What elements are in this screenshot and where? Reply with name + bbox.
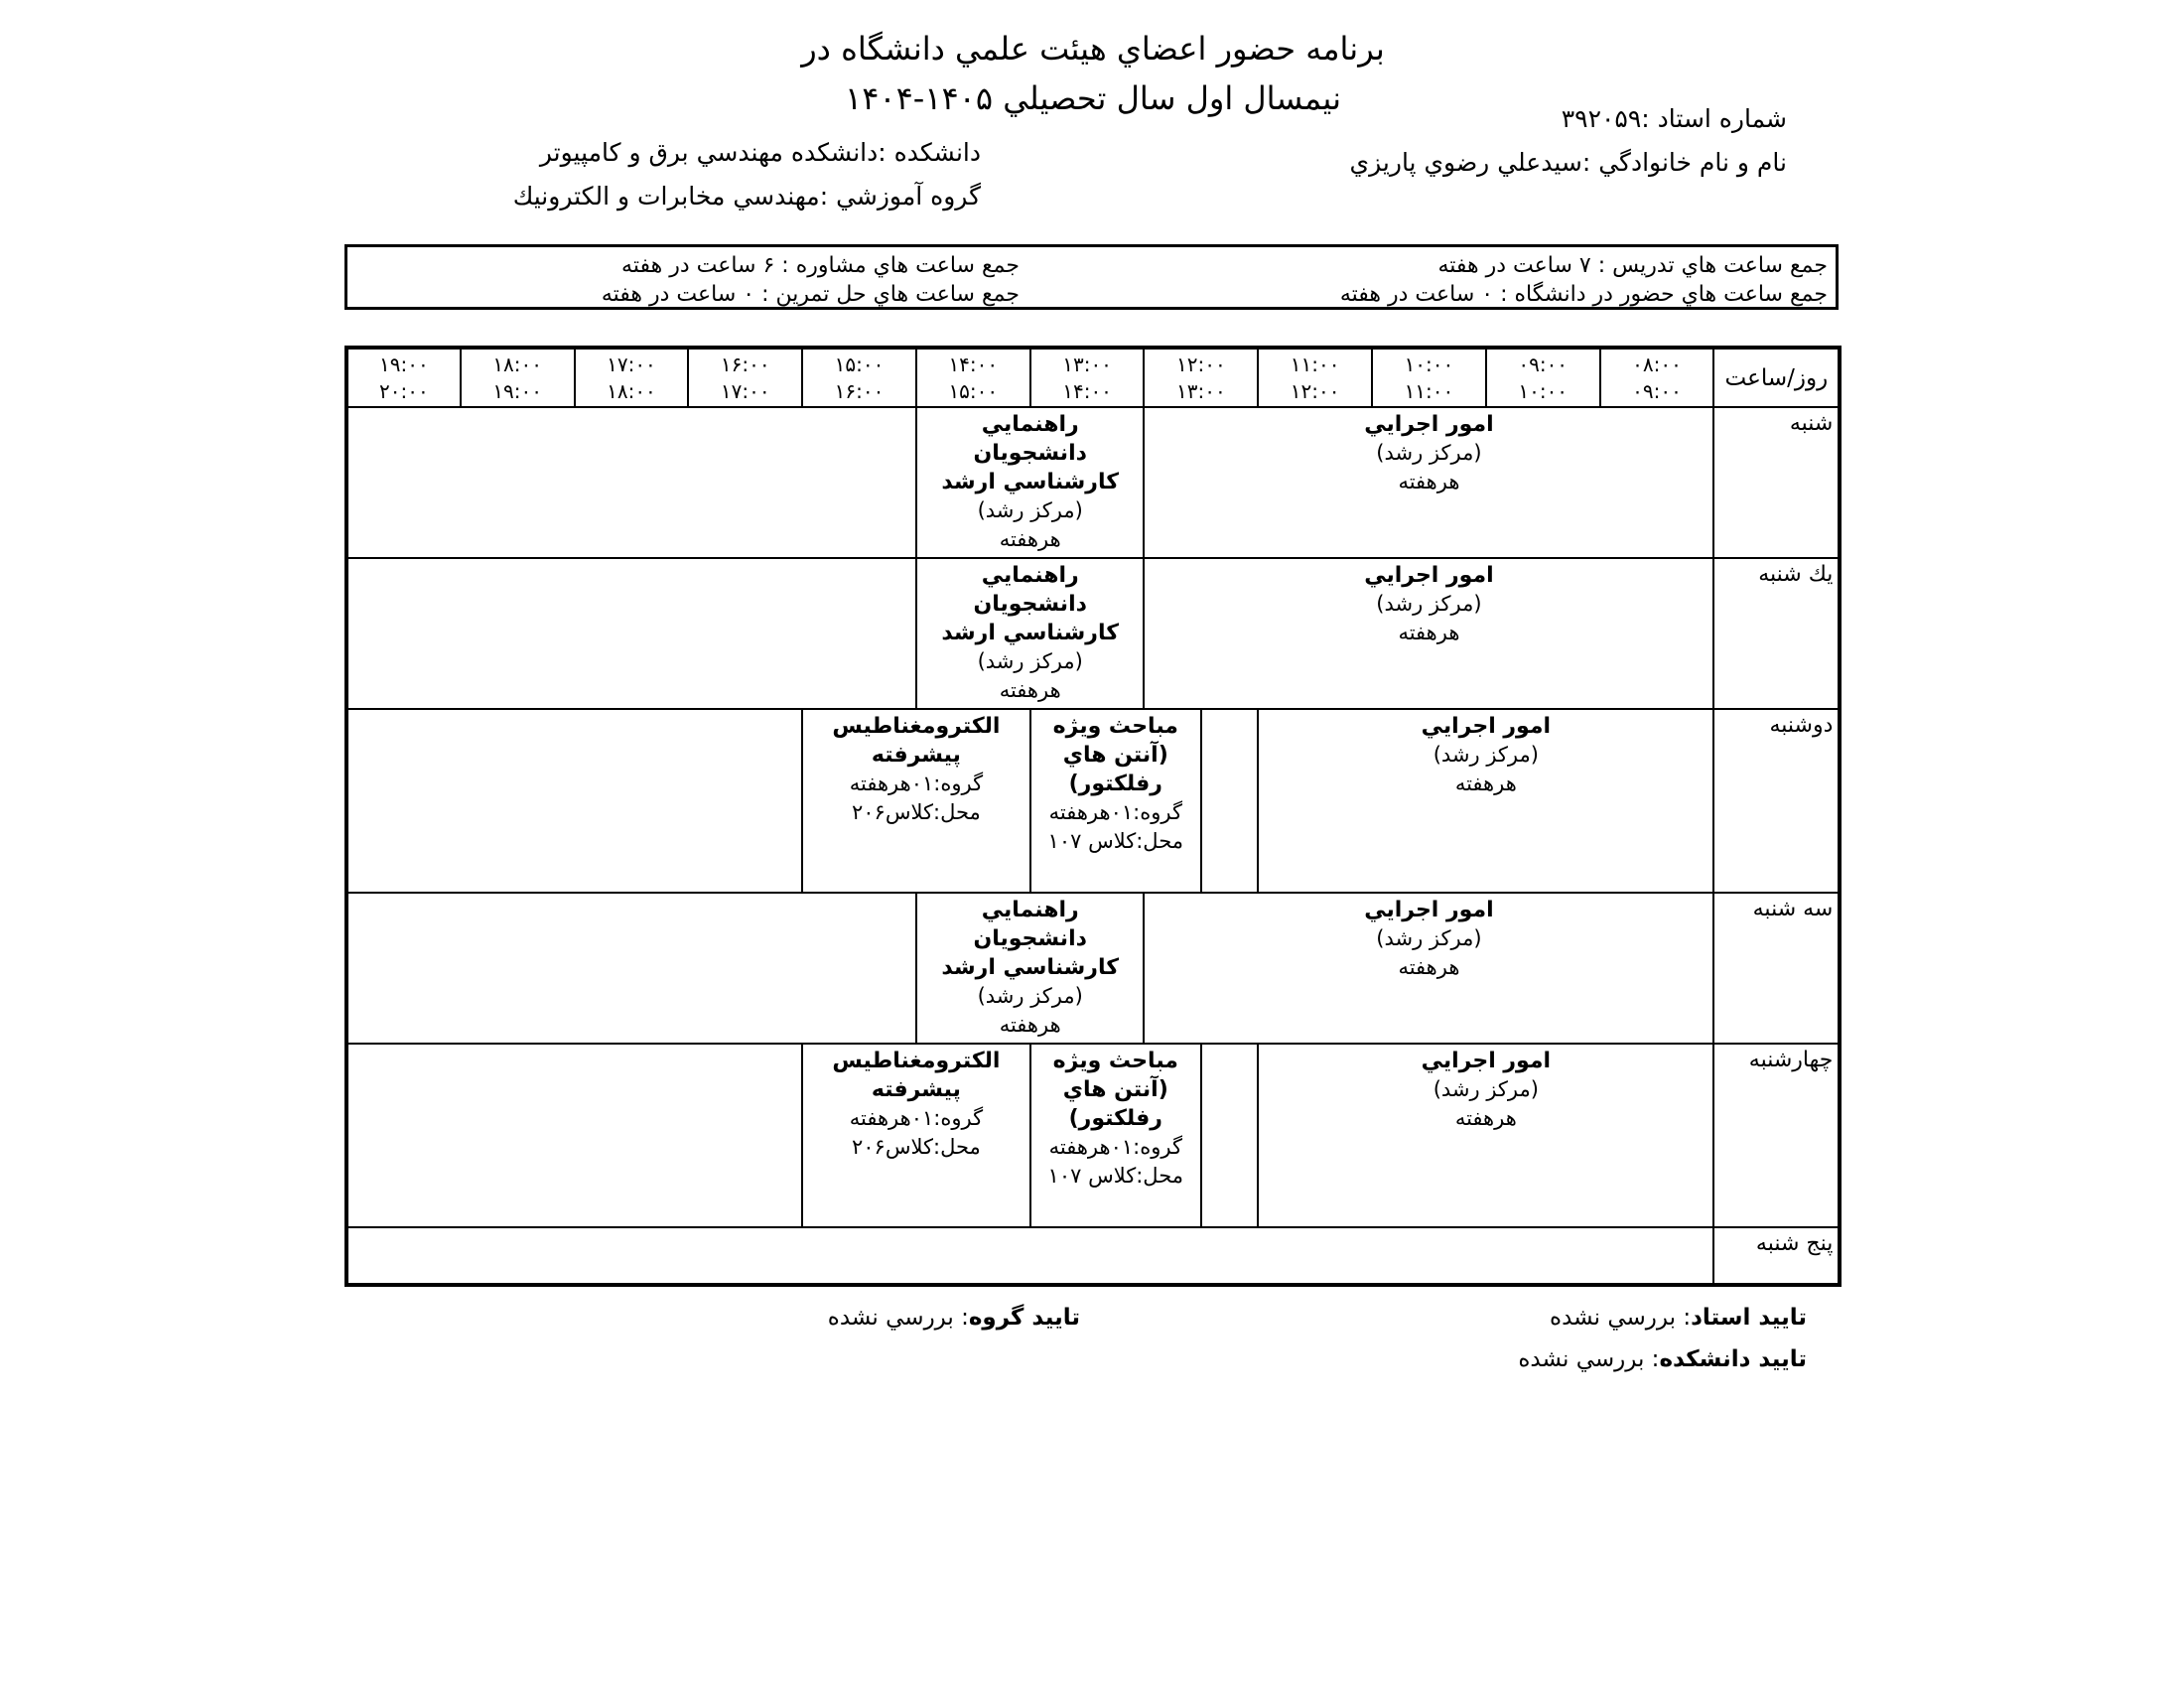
time-slot-header <box>346 348 461 407</box>
course-line: محل:كلاس۲۰۶ <box>852 800 981 824</box>
course-title: امور اجرايي <box>1421 1049 1552 1073</box>
day-label: چهارشنبه <box>1713 1044 1840 1227</box>
empty-cell <box>346 1227 1713 1285</box>
course-title: امور اجرايي <box>1364 898 1494 922</box>
course-line: محل:كلاس ۱۰۷ <box>1047 829 1184 853</box>
empty-cell <box>346 709 802 893</box>
slot-end: ۱۸:۰۰ <box>607 378 656 403</box>
course-line: گروه:۰۱هرهفته <box>849 772 984 795</box>
slot-end: ۱۳:۰۰ <box>1176 378 1226 403</box>
approval-professor-value: : بررسي نشده <box>1550 1305 1692 1331</box>
course-line: هرهفته <box>1398 955 1460 979</box>
time-slot-header <box>1258 348 1372 407</box>
time-slot-header <box>1600 348 1714 407</box>
day-label: سه شنبه <box>1713 893 1840 1044</box>
summary-exercise-hours: جمع ساعت هاي حل تمرين : ۰ ساعت در هفته <box>601 282 1020 307</box>
course-line: هرهفته <box>999 1013 1061 1037</box>
course-line: هرهفته <box>1454 1106 1517 1130</box>
slot-start: ۱۴:۰۰ <box>948 352 999 376</box>
time-slot-header <box>461 348 575 407</box>
approval-group-label: تاييد گروه <box>968 1305 1080 1331</box>
slot-end: ۲۰:۰۰ <box>379 378 429 403</box>
course-cell-guidance <box>916 558 1145 709</box>
slot-start: ۱۸:۰۰ <box>492 352 543 376</box>
time-slot-header <box>1372 348 1486 407</box>
course-line: محل:كلاس ۱۰۷ <box>1047 1164 1184 1188</box>
empty-cell <box>346 1044 802 1227</box>
hours-summary-box <box>344 244 1839 310</box>
empty-cell <box>346 893 916 1044</box>
slot-end: ۱۷:۰۰ <box>720 378 770 403</box>
summary-right-column <box>1340 251 1828 309</box>
course-line: گروه:۰۱هرهفته <box>849 1106 984 1130</box>
summary-left-column <box>602 251 1020 309</box>
slot-end: ۱۱:۰۰ <box>1404 378 1454 403</box>
department-name: گروه آموزشي :مهندسي مخابرات و الكترونيك <box>512 182 981 211</box>
summary-consultation-hours: جمع ساعت هاي مشاوره : ۶ ساعت در هفته <box>621 253 1020 278</box>
course-cell-exec <box>1144 407 1713 558</box>
course-line: (مركز رشد) <box>1376 441 1482 465</box>
empty-cell <box>346 558 916 709</box>
day-label: شنبه <box>1713 407 1840 558</box>
course-title: مباحث ويژه (آنتن هاي رفلكتور) <box>1052 1049 1178 1131</box>
approval-faculty-label: تاييد دانشكده <box>1659 1346 1807 1372</box>
course-line: (مركز رشد) <box>977 984 1083 1008</box>
course-line: هرهفته <box>1398 621 1460 644</box>
time-slot-header <box>1030 348 1145 407</box>
course-cell-exec <box>1258 1044 1713 1227</box>
course-title: مباحث ويژه (آنتن هاي رفلكتور) <box>1052 714 1178 796</box>
professor-name: نام و نام خانوادگي :سيدعلي رضوي پاريزي <box>1349 148 1787 177</box>
summary-teaching-hours: جمع ساعت هاي تدريس : ۷ ساعت در هفته <box>1437 253 1828 278</box>
course-cell-guidance <box>916 893 1145 1044</box>
slot-end: ۱۰:۰۰ <box>1518 378 1569 403</box>
empty-half-cell <box>1201 1044 1258 1227</box>
slot-start: ۱۶:۰۰ <box>720 352 770 376</box>
course-cell-em <box>802 709 1030 893</box>
day-label: پنج شنبه <box>1713 1227 1840 1285</box>
course-line: (مركز رشد) <box>1376 592 1482 616</box>
slot-start: ۰۸:۰۰ <box>1632 352 1682 376</box>
course-line: محل:كلاس۲۰۶ <box>852 1135 981 1159</box>
slot-end: ۱۵:۰۰ <box>948 378 999 403</box>
course-title: راهنمايي دانشجويان كارشناسي ارشد <box>941 412 1120 494</box>
course-title: راهنمايي دانشجويان كارشناسي ارشد <box>941 563 1120 645</box>
slot-end: ۰۹:۰۰ <box>1632 378 1682 403</box>
course-line: (مركز رشد) <box>1433 743 1539 767</box>
professor-info <box>1350 97 1787 185</box>
course-cell-exec <box>1258 709 1713 893</box>
schedule-row-monday <box>346 709 1840 893</box>
schedule-row-sunday <box>346 558 1840 709</box>
course-cell-exec <box>1144 893 1713 1044</box>
slot-start: ۱۵:۰۰ <box>834 352 885 376</box>
course-title: امور اجرايي <box>1364 563 1494 588</box>
slot-start: ۱۹:۰۰ <box>379 352 429 376</box>
approvals-right <box>1518 1297 1807 1380</box>
day-hour-header: روز/ساعت <box>1713 348 1840 407</box>
slot-start: ۱۲:۰۰ <box>1176 352 1226 376</box>
course-cell-antenna <box>1030 1044 1201 1227</box>
course-cell-antenna <box>1030 709 1201 893</box>
course-line: (مركز رشد) <box>1433 1077 1539 1101</box>
approval-group-value: : بررسي نشده <box>827 1305 969 1331</box>
course-cell-exec <box>1144 558 1713 709</box>
course-cell-guidance <box>916 407 1145 558</box>
professor-number: شماره استاد :۳۹۲۰۵۹ <box>1561 104 1787 133</box>
course-title: راهنمايي دانشجويان كارشناسي ارشد <box>941 898 1120 980</box>
approval-group <box>828 1297 1080 1338</box>
summary-presence-hours: جمع ساعت هاي حضور در دانشگاه : ۰ ساعت در هفته <box>1339 282 1828 307</box>
day-label: يك شنبه <box>1713 558 1840 709</box>
slot-end: ۱۴:۰۰ <box>1062 378 1112 403</box>
schedule-row-thursday <box>346 1227 1840 1285</box>
faculty-info <box>513 131 981 218</box>
time-slot-header <box>802 348 916 407</box>
course-line: هرهفته <box>999 527 1061 551</box>
approval-professor <box>1518 1297 1807 1338</box>
empty-cell <box>346 407 916 558</box>
academic-year: ۱۴۰۴-۱۴۰۵ <box>845 79 994 117</box>
schedule-row-tuesday <box>346 893 1840 1044</box>
weekly-schedule-table <box>344 346 1842 1287</box>
time-slot-header <box>688 348 802 407</box>
course-line: هرهفته <box>999 678 1061 702</box>
course-line: گروه:۰۱هرهفته <box>1048 1135 1182 1159</box>
day-label: دوشنبه <box>1713 709 1840 893</box>
course-line: (مركز رشد) <box>977 498 1083 522</box>
approval-faculty-value: : بررسي نشده <box>1518 1346 1660 1372</box>
slot-start: ۱۱:۰۰ <box>1290 352 1340 376</box>
time-slot-header <box>575 348 689 407</box>
slot-start: ۱۷:۰۰ <box>607 352 656 376</box>
course-title: امور اجرايي <box>1421 714 1552 739</box>
course-title: الكترومغناطيس پيشرفته <box>832 714 1001 768</box>
page-title-line1: برنامه حضور اعضاي هيئت علمي دانشگاه در <box>801 30 1385 68</box>
slot-start: ۱۰:۰۰ <box>1404 352 1454 376</box>
slot-end: ۱۲:۰۰ <box>1290 378 1340 403</box>
slot-end: ۱۶:۰۰ <box>834 378 885 403</box>
slot-end: ۱۹:۰۰ <box>492 378 543 403</box>
schedule-row-wednesday <box>346 1044 1840 1227</box>
time-slot-header <box>916 348 1030 407</box>
course-line: (مركز رشد) <box>977 649 1083 673</box>
course-line: گروه:۰۱هرهفته <box>1048 800 1182 824</box>
course-cell-em <box>802 1044 1030 1227</box>
slot-start: ۱۳:۰۰ <box>1062 352 1112 376</box>
approval-faculty <box>1518 1338 1807 1380</box>
course-line: هرهفته <box>1454 772 1517 795</box>
approval-professor-label: تاييد استاد <box>1691 1305 1807 1331</box>
semester-label: نيمسال اول سال تحصيلي <box>1003 79 1341 117</box>
time-slot-header <box>1486 348 1600 407</box>
time-slot-header <box>1144 348 1258 407</box>
course-title: الكترومغناطيس پيشرفته <box>832 1049 1001 1102</box>
course-line: (مركز رشد) <box>1376 926 1482 950</box>
faculty-name: دانشكده :دانشكده مهندسي برق و كامپيوتر <box>539 138 981 167</box>
course-title: امور اجرايي <box>1364 412 1494 437</box>
time-header-row <box>346 348 1840 407</box>
approvals-left <box>828 1297 1080 1338</box>
empty-half-cell <box>1201 709 1258 893</box>
course-line: هرهفته <box>1398 470 1460 493</box>
slot-start: ۰۹:۰۰ <box>1518 352 1569 376</box>
schedule-row-saturday <box>346 407 1840 558</box>
